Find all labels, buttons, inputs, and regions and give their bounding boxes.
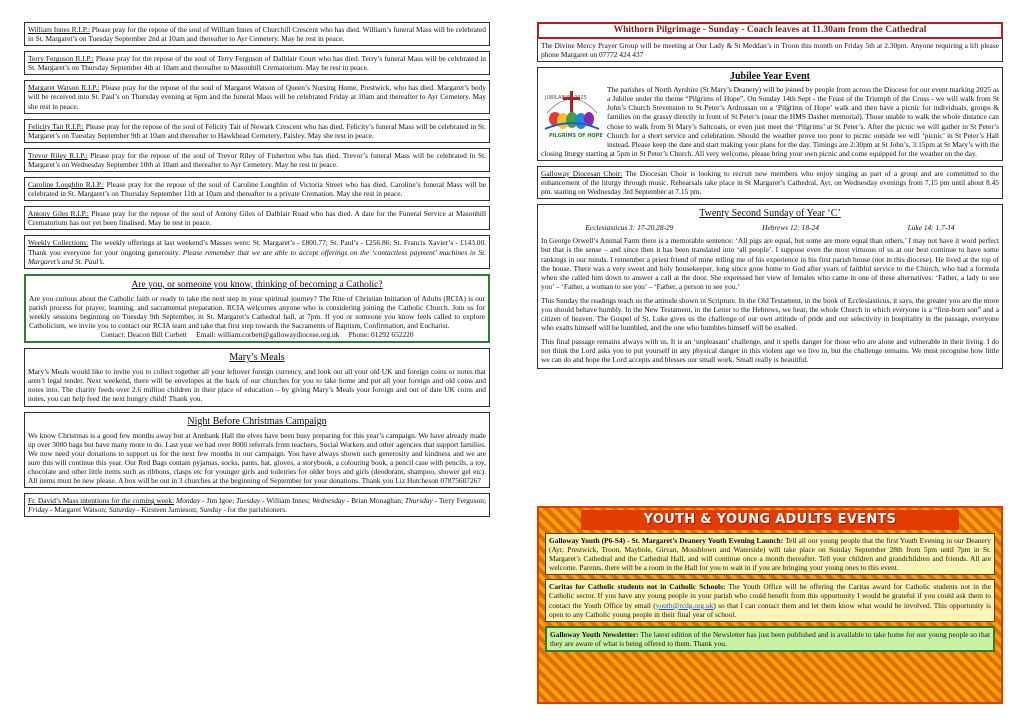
notice-title: Fr. David’s Mass intentions for the coming week: [28, 496, 175, 506]
intention-name: - Margaret Watson; [48, 505, 109, 515]
intention-name: - Brian Monaghan; [344, 496, 405, 506]
notice-title: William Innes R.I.P.: [28, 25, 90, 34]
youth-launch-notice [545, 533, 995, 575]
notice-heading: Jubilee Year Event [730, 71, 810, 83]
notice-text: Please pray for the repose of the soul of William Innes of Churchill Crescent who has died. William’s funeral Mass will be celebrated in St. Margaret’s on Tuesday September 2nd at 10am and thereafter to Ayr Cemetery. May he rest in peace. [28, 25, 486, 44]
reflection-paragraph: This final passage remains always with us. It is an ‘unpleasant’ challenge, and it spells danger for those who are alone and vulnerable in their living. I do not think the Lord asks you to put yourself in any physical danger in this violent age we live in, but the challenge remains. We must recognise how little we can do and hope the Lord accepts and blesses our small work. Small really is beautiful. [541, 337, 999, 365]
notice-text: We know Christmas is a good few months away but at Annbank Hall the elves have been busy preparing for this year’s campaign. We have already made up over 3000 bags but have many more to do. Last year we had over 8000 referrals from teachers, Social Workers and other agencies that support families. We now need your donations to support us for the next few months in our campaign. You have always shown such generosity and kindness and we are sure this will continue this year. Our Red Bags contain pyjamas, socks, pants, hat, gloves, a storybook, a colouring book, a pencil case with pencils, a toy, chocolate and other little items such as ribbons, clasps etc for younger girls and toiletries for older boys and girls (deodorant, shampoo, shower gel etc). All items must be new please. A box will be out in 3 churches at the beginning of September for your donations. Thank you Liz Hutcheson 07875607267 [28, 430, 486, 485]
youth-events-heading: YOUTH & YOUNG ADULTS EVENTS [581, 510, 959, 530]
readings-row [541, 223, 999, 232]
caritas-notice [545, 579, 995, 621]
notice-text: The Diocesan Choir is looking to recruit new members who enjoy singing as part of a group and are committed to the enhancement of the liturgy through music. Rehearsals take place in St Margaret’s Cathedral, Ayr, on Wednesday evenings from 7.15 pm until about 8.45 pm. starting on Wednesday 3rd September at 7.15 pm. [541, 168, 999, 197]
youth-newsletter-notice [545, 626, 995, 652]
notice-text: The latest edition of the Newsletter has just been published and is available to take home for our young people so that they are aware of what is being offered to them. Thank you. [550, 629, 990, 648]
intention-day: Monday [176, 496, 201, 506]
notice-title: Caroline Loughlin R.I.P.: [28, 180, 105, 190]
notice-jubilee [537, 67, 1003, 161]
notice-choir [537, 166, 1003, 199]
notice-title: Terry Ferguson R.I.P.: [28, 54, 94, 64]
notice-text: The parishes of North Ayrshire (St Mary’s Deanery) will be joined by people from across the Diocese for our event marking 2025 as a Jubilee under the theme “Pilgrims of Hope”. On Sunday 14th Sept - the Feast of the Triumph of the Cross - we will walk from St John’s Church Stevenston to St Peter’s Ardrossan on a ‘Pilgrims of Hope’ walk and then have a picnic for individuals, groups & families on the grassy directly in front of St Peter’s (near the HMS Dasher memorial). Those unable to walk the whole distance can chose to walk from St Mary’s Saltcoats, or even just meet the ‘Pilgrims’ at St Peter’s. After the picnic we will gather in St Peter’s Church for a short service and celebration. Should the weather prove too poor to picnic outside we will ‘picnic’ in St Peter’s Hall instead. Please keep the date and start making your plans for the day. Timings are 2:30pm at St John’s, 3:15pm at St Mary’s with the closing liturgy starting at 5pm in St Peter’s Church. All very welcome, please bring your own picnic and come equipped for the weather on the day. [541, 85, 999, 158]
notice-heading: Mary’s Meals [229, 352, 285, 364]
intention-name: - William Innes; [260, 496, 312, 506]
notice-heading: Are you, or someone you know, thinking of becoming a Catholic? [131, 279, 383, 290]
logo-top-text: JUBILAEUM 2025 [545, 95, 587, 102]
intention-name: - Jim Igoe; [200, 496, 236, 506]
notice-title: Galloway Youth Newsletter: [550, 629, 639, 639]
notice-text: Please pray for the repose of the soul of Terry Ferguson of Dalblair Court who has died. Terry’s funeral Mass will be celebrated in St. Margaret’s on Thursday September 4th at 10am and thereafter to Masonhill Crematorium. May he rest in peace. [28, 54, 486, 73]
jubilee-logo-icon [541, 85, 603, 139]
intention-name: - Terry Ferguson; [432, 496, 487, 506]
notice-title: Margaret Watson R.I.P.: [28, 83, 100, 93]
notice-text: Tell all our young people that the first Youth Evening in our Deanery (Ayr, Prestwick, Troon, Maybole, Girvan, Mossblown and Waterside) will take place on Sunday September 28th from 5pm until 7pm in St. Margaret’s Cathedral and the Cathedral Hall, and will continue once a month thereafter. Tell your children and grandchildren and friends. All are welcome. Parents, there will be a room in the Hall for you to wait in if you are bringing your young ones to this event. [549, 536, 991, 573]
notice-heading: Twenty Second Sunday of Year ‘C’ [699, 208, 841, 220]
notice-ferguson [24, 51, 490, 75]
notice-heading: Night Before Christmas Campaign [187, 415, 327, 427]
notice-mass-intentions [24, 493, 490, 517]
reflection-paragraph: This Sunday the readings teach us the attitude shown in Scripture. In the Old Testament, in the book of Ecclesiasticus, it says, the greater you are the more you should behave humbly. In the New Testament, in the Letter to the Hebrews, we hear, the whole Church in which everyone is a “first-born son” and a citizen of heaven. The Gospel of St. Luke gives us the challenge of our own attitude of pride and our selectivity in hospitality in the passage, everyone who exalts himself will be humbled, and the one who humbles himself will be exalted. [541, 295, 999, 333]
notice-italic: Please remember that we are able to accept offerings on the ‘contactless payment’ machines in St. Margaret’s and St. Paul’s. [28, 247, 486, 266]
notice-text: Please pray for the repose of the soul of Margaret Watson of Queen’s Nursing Home, Prestwick, who has died. Margaret’s body will be received into St. Paul’s on Thursday evening at 6pm and the funeral Mass will be celebrated Friday at 10am and thereafter to Ayr Cemetery. May she rest in peace. [28, 83, 486, 111]
notice-title: Felicity Tait R.I.P.: [28, 121, 84, 131]
intention-name: - for the parishioners. [221, 505, 287, 515]
intention-day: Sunday [199, 505, 222, 515]
intention-name: - Kirsteen Jamieson; [135, 505, 200, 515]
notice-title: Galloway Diocesan Choir: [541, 168, 623, 178]
notice-watson [24, 80, 490, 113]
notice-text: Mary’s Meals would like to invite you to collect together all your leftover foreign currency, and look out all your old UK and foreign coins or notes that aren’t legal tender. Next weekend, there will be envelopes at the back of our churches for you to take home and put all your foreign and old coins and notes into. The charity feeds over 2.6 million children in their place of education – by giving Mary’s Meals your foreign and out of date UK coins and notes, you can help feed the next hungry child! Thank you. [28, 367, 486, 404]
youth-email-link[interactable]: youth@rcdg.org.uk [655, 600, 714, 610]
left-column [24, 22, 490, 522]
notice-title: Weekly Collections: [28, 238, 89, 248]
notice-rcia [24, 274, 490, 343]
notice-tait [24, 119, 490, 143]
right-column [537, 22, 1003, 374]
notice-marys-meals [24, 348, 490, 406]
notice-title: Caritas for Catholic students not in Catholic Schools: [549, 582, 726, 592]
reading-2: Hebrews 12: 18-24 [762, 223, 819, 233]
notice-giles [24, 206, 490, 230]
notice-text: The weekly offerings at last weekend’s Masses were: St. Margaret’s - £800.77; St. Paul’s - £256.86; St. Francis Xavier’s - £143.00. Thank you everyone for your ongoing generosity. [28, 238, 487, 257]
notice-title: Trevor Riley R.I.P.: [28, 150, 88, 160]
intention-day: Friday [28, 505, 49, 515]
intention-day: Thursday [404, 496, 433, 506]
reading-1: Ecclesiasticus 3: 17-20.28-29 [585, 223, 674, 233]
notice-sunday-reflection [537, 204, 1003, 368]
intention-day: Wednesday [311, 496, 345, 506]
notice-text: Please pray for the repose of the soul of Caroline Loughlin of Victoria Street who has died. Caroline’s funeral Mass will be celebrated in St. Margaret’s on Thursday September 11th at 10am and thereafter to a private Cremation. May she rest in peace. [28, 180, 486, 199]
intention-day: Tuesday [235, 496, 261, 506]
reading-3: Luke 14: 1.7-14 [907, 223, 955, 233]
notice-divine-mercy: The Divine Mercy Prayer Group will be meeting at Our Lady & St Meddan’s in Troon this month on Friday 5th at 2.30pm. Anyone requiring a lift please phone Margaret on 07772 424 437 [537, 39, 1003, 62]
intention-day: Saturday [108, 505, 136, 515]
notice-text: Please pray for the repose of the soul of Trevor Riley of Fisherton who has died. Trevor’s funeral Mass will be celebrated in St. Margaret’s on Wednesday September 10th at 10am and thereafter to Ayr Cemetery. May he rest in peace. [28, 150, 486, 169]
youth-events-panel [537, 506, 1003, 704]
notice-innes [24, 22, 490, 46]
notice-title: Galloway Youth (P6-S4) - St. Margaret’s Deanery Youth Evening Launch: [549, 536, 784, 545]
notice-title: Antony Giles R.I.P.: [28, 209, 89, 219]
notice-loughlin [24, 177, 490, 201]
notice-collections [24, 235, 490, 268]
notice-riley [24, 148, 490, 172]
notice-text: Please pray for the repose of the soul of Antony Giles of Dalblair Road who has died. A date for the Funeral Service at Masonhill Crematorium has not yet been finalised. May he rest in peace. [28, 209, 487, 228]
notice-christmas [24, 412, 490, 489]
notice-text: Are you curious about the Catholic faith or ready to take the next step in your spiritual journey? The Rite of Christian Initiation of Adults (RCIA) is our parish process for prayer, learning, and sacramental preparation. RCIA welcomes anyone who is considering joining the Catholic Church. Join us for weekly sessions beginning on Tuesday 9th September, in St. Margaret’s Cathedral hall, at 7pm. If you or someone you know feels called to explore Catholicism, we invite you to contact our RCIA team and take that first step towards the Sacraments of Baptism, Confirmation, and Eucharist. [29, 293, 485, 330]
notice-text: Please pray for the repose of the soul of Felicity Tait of Newark Crescent who has died. Felicity’s funeral Mass will be celebrated in St. Margaret’s on Tuesday September 9th at 10am and thereafter to Hawkhead Cemetery, Paisley. May she rest in peace. [28, 121, 486, 140]
rcia-contact: Contact: Deacon Bill Corbett Email: william.corbett@gallowaydiocese.org.uk Phone: 01292 652220 [100, 330, 414, 340]
pilgrimage-banner: Whithorn Pilgrimage - Sunday - Coach leaves at 11.30am from the Cathedral [537, 22, 1003, 39]
logo-bottom-text: PILGRIMS OF HOPE [549, 133, 603, 140]
notice-text: The Youth Office will be offering the Caritas award for Catholic students not in the Catholic sector. If you have any young people in your parish who could benefit from this opportunity I would be grateful if you could ask them to contact the Youth Office by email ( [549, 582, 991, 610]
notice-text: ) so that I can contact them and let them know what would be involved. This opportunity is open to any Catholic young people in their final year of school. [549, 600, 991, 619]
reflection-paragraph: In George Orwell’s Animal Farm there is a memorable sentence: ‘All pigs are equal, but some are more equal than others.’ I may not have it word perfect but that is the sense – and since then it has been translated into ‘all people’. I suppose even the most virtuous of us at our best continue to have some rankings in our minds. I remember a priest friend of mine telling me of his experience in his first parish house (not in this diocese). He lived at the top of the house. There was a very sweet and holy housekeeper, long since gone home to God after years of faithful service to the Church, who had a formula when she called him down to answer a call at the door. She expressed her view of females who came in one of these alternatives: ‘Father, a lady to see you’ – ‘Father, a woman to see you’ – ‘Father, a person to see you.’ [541, 236, 999, 291]
